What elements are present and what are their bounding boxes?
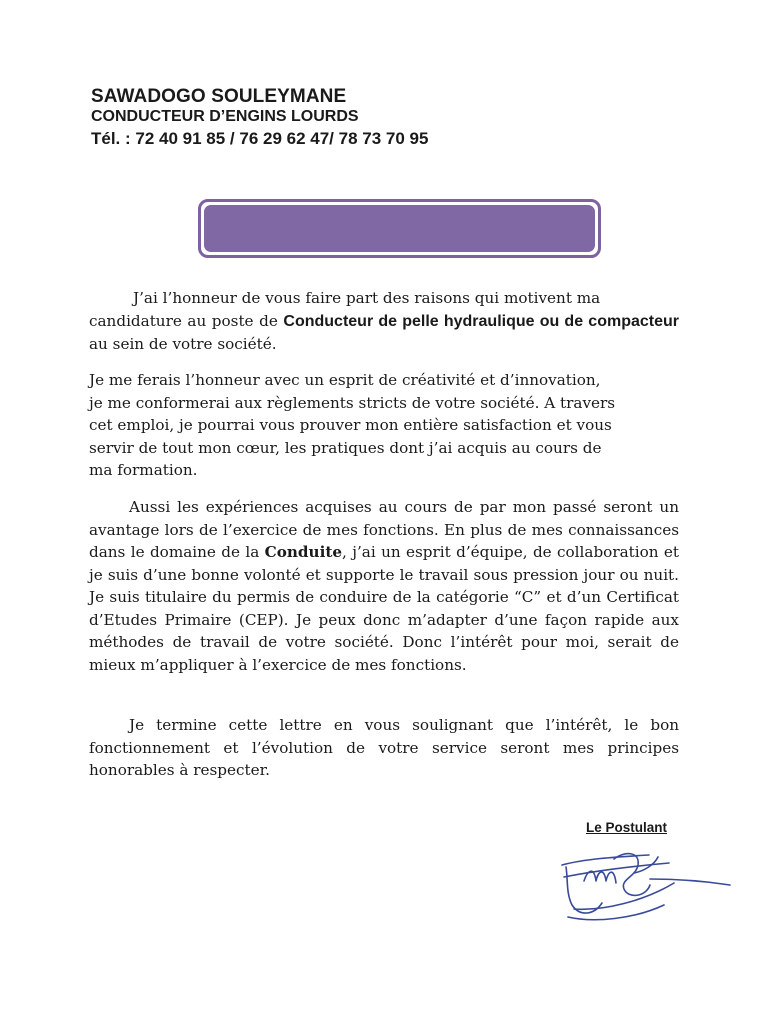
signature-label: Le Postulant bbox=[586, 820, 668, 835]
paragraph-2-line: cet emploi, je pourrai vous prouver mon entière satisfaction et vous bbox=[89, 416, 612, 434]
title-banner bbox=[198, 199, 601, 258]
paragraph-3-text: Aussi les expériences acquises au cours de par mon passé seront un avantage lors de l’exercice de mes fonctions. En plus de mes connaissances dans le domaine de la bbox=[89, 498, 679, 561]
job-title: Conducteur de pelle hydraulique ou de compacteur bbox=[283, 312, 679, 330]
paragraph-1 bbox=[89, 287, 679, 356]
paragraph-2-line: Je me ferais l’honneur avec un esprit de créativité et d’innovation, bbox=[89, 371, 601, 389]
paragraph-3 bbox=[89, 496, 679, 676]
paragraph-2-line: je me conformerai aux règlements stricts de votre société. A travers bbox=[89, 393, 616, 412]
paragraph-2-line: ma formation. bbox=[89, 461, 198, 479]
sender-phone: Tél. : 72 40 91 85 / 76 29 62 47/ 78 73 70 95 bbox=[91, 129, 429, 148]
paragraph-1-end: au sein de votre société. bbox=[89, 335, 277, 353]
letter-header bbox=[91, 86, 428, 149]
paragraph-1-text: candidature au poste de bbox=[89, 311, 284, 330]
conduite-keyword: Conduite bbox=[264, 543, 343, 561]
paragraph-2 bbox=[89, 369, 679, 482]
paragraph-3-end: , j’ai un esprit d’équipe, de collaboration et je suis d’une bonne volonté et supporte le travail sous pression jour ou nuit. Je suis titulaire du permis de conduire de la catégorie “C” et d’un Certificat d’Etudes Primaire (CEP). Je peux donc m’adapter d’une façon rapide aux méthodes de travail de votre société. Donc l’intérêt pour moi, serait de mieux m’appliquer à l’exercice de mes fonctions. bbox=[89, 543, 679, 674]
paragraph-2-line: servir de tout mon cœur, les pratiques dont j’ai acquis au cours de bbox=[89, 438, 602, 457]
title-banner-fill bbox=[204, 205, 595, 252]
paragraph-4 bbox=[89, 714, 679, 782]
paragraph-1-line-1: J’ai l’honneur de vous faire part des raisons qui motivent ma bbox=[133, 289, 601, 307]
sender-name: SAWADOGO SOULEYMANE bbox=[91, 86, 347, 107]
paragraph-4-text: Je termine cette lettre en vous soulignant que l’intérêt, le bon fonctionnement et l’évolution de votre service seront mes principes honorables à respecter. bbox=[89, 716, 679, 779]
sender-role: CONDUCTEUR D’ENGINS LOURDS bbox=[91, 108, 359, 125]
signature-image bbox=[554, 845, 734, 925]
